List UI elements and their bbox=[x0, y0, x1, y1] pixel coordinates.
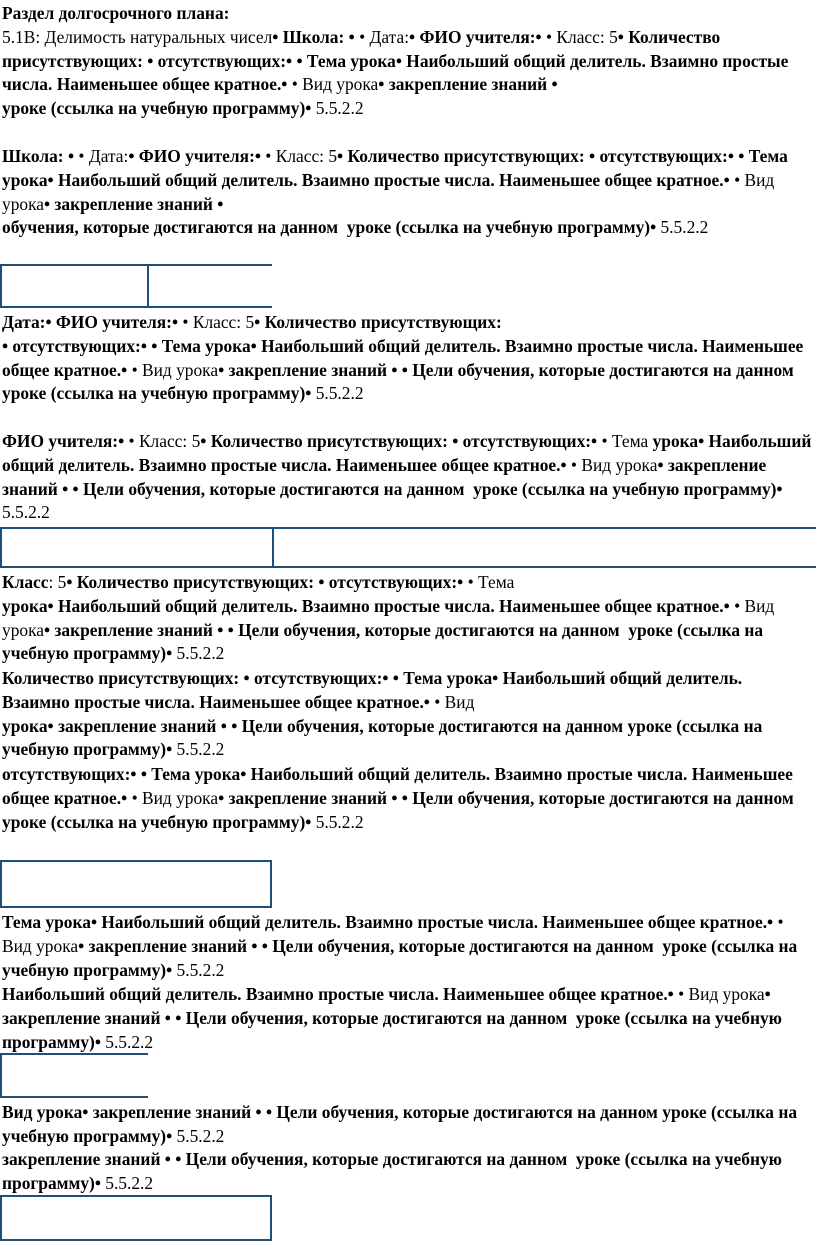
bold-text-run: • закрепление знаний • • Цели обучения, которые достигаются на данном уроке (ссылка на учебную программу)• bbox=[2, 1102, 802, 1146]
bold-text-run: • закрепление знаний • bbox=[378, 74, 562, 95]
text-run: • Класс bbox=[182, 312, 237, 332]
text-run: 5.5.2.2 bbox=[2, 502, 50, 523]
text-run: • Вид bbox=[434, 691, 475, 712]
text-run: : bbox=[123, 146, 129, 166]
text-run: • Вид урока bbox=[131, 787, 219, 808]
table-fragment-3-right-border bbox=[270, 860, 272, 908]
bold-text-run: • отсутствующих:• bbox=[2, 335, 152, 356]
text-run: 5.1В: Делимость натуральных чисел bbox=[2, 26, 273, 47]
bold-text-run: отсутствующих:• bbox=[2, 764, 141, 784]
text-run: • Вид урока bbox=[570, 454, 658, 475]
text-run: • Вид урока bbox=[2, 595, 779, 640]
bold-text-run: • закрепление знаний • • Цели обучения, которые достигаются на данном уроке (ссылка на учебную программу)• bbox=[2, 984, 787, 1052]
table-fragment-5-bottom-border bbox=[0, 1239, 272, 1241]
text-run: 5.5.2.2 bbox=[176, 1125, 225, 1146]
bold-text-run: урока• Наибольший общий делитель. Взаимно простые числа. Наименьшее общее кратное.• bbox=[2, 595, 735, 616]
text-run: • Дата bbox=[78, 146, 124, 166]
bold-text-run: Вид урока bbox=[2, 1102, 83, 1122]
bold-text-run: • Количество присутствующих: bbox=[254, 312, 507, 332]
text-block-3 bbox=[2, 311, 814, 406]
table-fragment-5-left-border bbox=[0, 1195, 2, 1241]
table-fragment-4-bottom-border bbox=[0, 1096, 148, 1098]
text-block-11 bbox=[2, 1148, 814, 1196]
table-fragment-4-top-border bbox=[0, 1053, 148, 1055]
table-fragment-1-bottom-border bbox=[0, 306, 272, 308]
bold-text-run: Количество присутствующих: • отсутствующих:• bbox=[2, 668, 393, 688]
text-run: • Тема bbox=[467, 572, 515, 592]
bold-text-run: • закрепление знаний • • Цели обучения, которые достигаются на данном уроке (ссылка на учебную программу)• bbox=[2, 454, 787, 499]
bold-text-run: Класс bbox=[2, 572, 49, 592]
text-run: : 5 bbox=[319, 146, 338, 166]
text-run: • Вид урока bbox=[2, 912, 788, 956]
text-run: • Дата bbox=[359, 26, 405, 47]
text-run: 5.5.2.2 bbox=[105, 1172, 154, 1193]
text-block-10 bbox=[2, 1101, 814, 1149]
text-run: 5.5.2.2 bbox=[176, 643, 225, 664]
text-run: • Вид урока bbox=[678, 984, 765, 1004]
text-run: : bbox=[599, 26, 610, 47]
bold-text-run: закрепление знаний • • Цели обучения, которые достигаются на данном уроке (ссылка на учебную программу)• bbox=[2, 1149, 787, 1193]
bold-text-run: • Тема урока• Наибольший общий делитель. Взаимно простые числа. Наименьшее общее кратное.• bbox=[2, 668, 747, 712]
text-run: 5.5.2.2 bbox=[315, 811, 364, 832]
text-block-4 bbox=[2, 430, 814, 525]
text-run: 5.5.2.2 bbox=[315, 383, 364, 404]
text-run: • Вид урока bbox=[131, 359, 219, 380]
table-fragment-2-cell-divider bbox=[272, 527, 274, 568]
text-block-1 bbox=[2, 2, 814, 121]
text-run: 5.5.2.2 bbox=[660, 217, 709, 238]
text-run: • Класс bbox=[265, 146, 320, 166]
bold-text-run: • закрепление знаний • • Цели обучения, которые достигаются на данном уроке (ссылка на учебную программу)• bbox=[2, 935, 802, 980]
table-fragment-1-left-border bbox=[0, 264, 2, 308]
table-fragment-1-cell-divider bbox=[147, 264, 149, 308]
text-run: 5.5.2.2 bbox=[105, 1031, 154, 1052]
table-fragment-1-top-border bbox=[0, 264, 272, 266]
text-run: : 5 bbox=[236, 312, 255, 332]
bold-text-run: • ФИО учителя:• bbox=[409, 26, 546, 47]
bold-text-run: • Тема урока• Наибольший общий делитель. Взаимно простые числа. Наименьшее общее кратное.• bbox=[2, 335, 808, 380]
bold-text-run: уроке (ссылка на учебную программу)• bbox=[2, 98, 316, 119]
bold-text-run: Школа: • bbox=[2, 146, 79, 166]
text-block-6 bbox=[2, 667, 814, 762]
text-run: • Вид урока bbox=[291, 74, 379, 95]
text-block-2 bbox=[2, 145, 814, 240]
bold-text-run: Раздел долгосрочного плана: bbox=[2, 3, 230, 23]
bold-text-run: • Количество присутствующих: • отсутствующих:• bbox=[337, 146, 739, 166]
bold-text-run: • Количество присутствующих: • отсутствующих:• bbox=[200, 431, 602, 451]
table-fragment-5-top-border bbox=[0, 1195, 272, 1197]
text-run: : bbox=[404, 26, 410, 47]
table-fragment-3-left-border bbox=[0, 860, 2, 908]
bold-text-run: урока• закрепление знаний • • Цели обучения, которые достигаются на данном уроке (ссылка на учебную программу)• bbox=[2, 715, 767, 760]
text-run: • Вид урока bbox=[2, 169, 779, 214]
bold-text-run: • ФИО учителя:• bbox=[128, 146, 266, 166]
bold-text-run: ФИО учителя:• bbox=[2, 431, 129, 451]
text-block-5 bbox=[2, 571, 814, 666]
bold-text-run: • Тема урока• Наибольший общий делитель. Взаимно простые числа. Наименьшее общее кратное.• bbox=[2, 764, 798, 808]
table-fragment-3-bottom-border bbox=[0, 906, 272, 908]
table-fragment-2-bottom-border bbox=[0, 566, 816, 568]
text-run: : 5 bbox=[48, 572, 67, 592]
text-run: • Тема bbox=[601, 431, 653, 451]
bold-text-run: • закрепление знаний • • Цели обучения, которые достигаются на данном уроке (ссылка на учебную программу)• bbox=[2, 359, 803, 404]
text-run: 5 bbox=[609, 26, 618, 47]
bold-text-run: • Тема урока• Наибольший общий делитель. Взаимно простые числа. Наименьшее общее кратное.• bbox=[2, 50, 793, 95]
table-fragment-3-top-border bbox=[0, 860, 272, 862]
text-run: 5.5.2.2 bbox=[176, 739, 225, 760]
bold-text-run: • закрепление знаний • • Цели обучения, которые достигаются на данном уроке (ссылка на учебную программу)• bbox=[2, 619, 768, 664]
table-fragment-2-top-border bbox=[0, 527, 816, 529]
bold-text-run: • Тема урока• Наибольший общий делитель. Взаимно простые числа. Наименьшее общее кратное.• bbox=[2, 146, 793, 190]
text-run: : 5 bbox=[182, 431, 201, 451]
bold-text-run: • Количество присутствующих: • отсутствующих:• bbox=[2, 26, 725, 71]
text-block-8 bbox=[2, 911, 814, 982]
table-fragment-5-right-border bbox=[270, 1195, 272, 1241]
text-block-9 bbox=[2, 983, 814, 1054]
text-run: • Класс bbox=[128, 431, 183, 451]
bold-text-run: • закрепление знаний • • Цели обучения, которые достигаются на данном уроке (ссылка на учебную программу)• bbox=[2, 787, 803, 832]
table-fragment-2-left-border bbox=[0, 527, 2, 568]
bold-text-run: урока• Наибольший общий делитель. Взаимно простые числа. Наименьшее общее кратное.• bbox=[2, 431, 816, 475]
bold-text-run: Дата:• ФИО учителя:• bbox=[2, 312, 183, 332]
text-run: • Класс bbox=[546, 26, 600, 47]
bold-text-run: обучения, которые достигаются на данном уроке (ссылка на учебную программу)• bbox=[2, 217, 661, 238]
text-block-7 bbox=[2, 763, 814, 834]
bold-text-run: • закрепление знаний • bbox=[44, 193, 228, 214]
bold-text-run: Тема урока• Наибольший общий делитель. Взаимно простые числа. Наименьшее общее кратное.• bbox=[2, 912, 778, 932]
table-fragment-4-left-border bbox=[0, 1053, 2, 1098]
text-run: 5.5.2.2 bbox=[176, 959, 225, 980]
bold-text-run: • Количество присутствующих: • отсутствующих:• bbox=[66, 572, 468, 592]
bold-text-run: Наибольший общий делитель. Взаимно простые числа. Наименьшее общее кратное.• bbox=[2, 984, 679, 1004]
text-run: 5.5.2.2 bbox=[315, 98, 364, 119]
bold-text-run: • Школа: • bbox=[272, 26, 360, 47]
